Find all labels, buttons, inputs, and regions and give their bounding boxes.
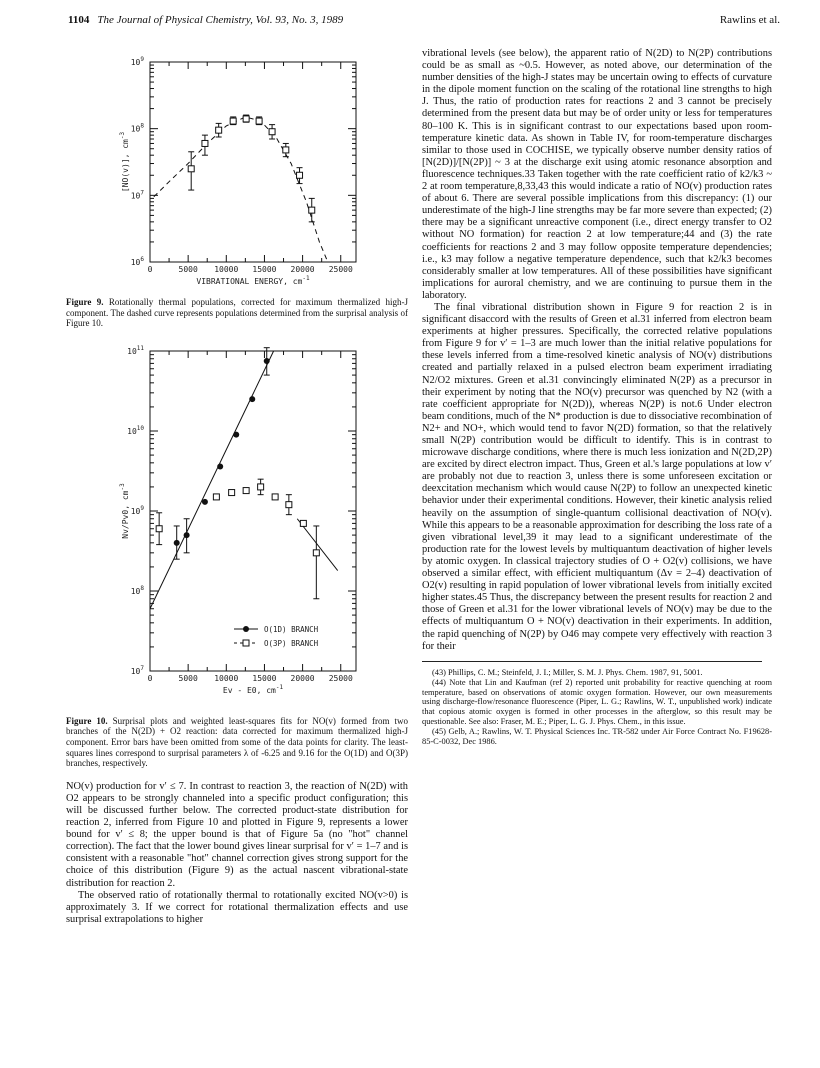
right-paragraph-1: vibrational levels (see below), the apparent ratio of N(2D) to N(2P) contributions could be as small as ~0.5. However, as noted above, our determination of the number densities of the high-J states may be uncertain owing to effects of curvature in the dipole moment function on the scaling of the rotational line strengths to high J. Thus, the ratio of production rates for reactions 2 and 3 cannot be precisely determined from the present data but may be of order unity or less for temperatures 80–100 K. This is in significant contrast to our expectations based upon room-temperature kinetic data. As shown in Table IV, for room-temperature discharges similar to those used in COCHISE, we typically observe number density ratios of [N(2D)]/[N(2P)] ~ 3 at the discharge exit using atomic resonance absorption and fluorescence techniques.33 Taken together with the rate coefficient ratio of k2/k3 ~ 2 at room temperature,8,33,43 this would indicate a ratio of NO(v) production rates of about 6. There are several possible implications from this discrepancy: (1) our underestimate of the high-J line strengths may be far more severe than expected; (2) there may be a significant unreactive component (i.e., direct energy transfer to O2 without NO formation) for reaction 2 at low temperature;44 and (3) the rate coefficients for reactions 2 and 3 may follow opposite temperature dependencies; i.e., k3 may follow a negative temperature dependence, such that k2/k3 becomes considerably smaller at low temperatures. All of these possibilities have significant implications for auroral chemistry, and we are continuing to pursue them in the laboratory. bbox=[422, 48, 772, 301]
data-point-open-square bbox=[213, 494, 219, 500]
data-point-open-square bbox=[286, 501, 292, 507]
x-tick-label: 10000 bbox=[214, 265, 239, 274]
reference-44: (44) Note that Lin and Kaufman (ref 2) reported unit probability for reactive quenching at room temperature, based on observations of atomic oxygen formation. However, our own measurements using discharge-flow/resonance fluorescence (Piper, L. G.; Rawlins, W. T., unpublished work) indicate that copious atomic oxygen is formed in other processes in the afterglow, so this result may be questionable. See also: Fraser, M. E.; Piper, L. G. J. Phys. Chem., in this issue. bbox=[422, 678, 772, 726]
x-tick-label: 20000 bbox=[290, 673, 315, 683]
data-point-open-square bbox=[256, 118, 262, 124]
x-tick-label: 10000 bbox=[214, 673, 239, 683]
left-body-text bbox=[66, 781, 408, 926]
data-point-open-square bbox=[188, 166, 194, 172]
y-tick-label: $10^8$ bbox=[130, 122, 144, 134]
figure-9-chart bbox=[66, 40, 408, 290]
y-tick-label: $10^8$ bbox=[130, 584, 144, 596]
y-axis-label: Nv/Pv0, $cm^{-3}$ bbox=[119, 483, 130, 539]
figure-10-caption-text: Surprisal plots and weighted least-squares fits for NO(v) formed from two branches of the N(2D) + O2 reaction: data corrected for maximum thermalized high-J component. Error bars have been omitted from some of the data points for clarity. The least-squares lines correspond to surprisal parameters λ of -6.25 and 9.16 for the O(1D) and O(3P) branches, respectively. bbox=[66, 715, 408, 769]
data-point-open-square bbox=[156, 526, 162, 532]
x-tick-label: 0 bbox=[147, 265, 153, 274]
legend-label-o1d: O(1D) BRANCH bbox=[264, 624, 319, 634]
y-tick-label: $10^6$ bbox=[130, 256, 144, 267]
right-paragraph-2: The final vibrational distribution shown in Figure 9 for reaction 2 is in significant disaccord with the results of Green et al.31 inferred from electron beam experiments at higher pressures. Specifically, the corrected relative populations from Figure 9 for v′ = 1–3 are much lower than the initial relative populations for these levels inferred from a time-resolved kinetic analysis of NO(v) distributions created and partially relaxed in a pulsed electron beam experiment irradiating N2/O2 mixtures. Green et al.31 convincingly eliminated N(2P) as a precursor in their experiment by noting that the NO(v) precursor was quenched by N2 (with a rate coefficient appropriate for N(2D)), whereas N(2P) is not.6 Under electron beam conditions, much of the N* production is due to dissociative recombination of N2+ and NO+, which would tend to favor N(2D) formation, so that the relatively small N(2P) contribution would be difficult to identify. This is in contrast to microwave discharge conditions, where there is much less ionization and N(2D,2P) are excited by direct electron impact. Thus, Green et al.'s large populations at low v′ are probably not due to reaction 3, unless there is some unforeseen excitation or deexcitation mechanism which would cause N(2P) to follow an unexpected kinetic behavior under their experimental conditions. However, their kinetic analysis relied heavily on the assumption of single-quantum collisional deactivation of NO(v). While this appears to be a reasonable approximation for describing the loss rate of a given vibrational level,39 it may lead to a significant underestimate of the production rate for the lowest levels by multiquantum deactivation of higher levels by atomic oxygen. In classical trajectory studies of O + O2(v) collisions, we have observed a similar effect, with efficient multiquantum (Δv = 2–4) deactivation of O2(v) resulting in rapid population of lower vibrational levels from initially excited higher states.45 Thus, the discrepancy between the present results for reaction 2 and those of Green et al.31 for the lower vibrational levels of NO(v) may be due to the effects of multiquantum O + NO(v) deactivation in their experiments. In addition, the rapid quenching of N(2P) by O46 may compete very effectively with reaction 3 for their bbox=[422, 301, 772, 652]
x-tick-label: 0 bbox=[147, 673, 153, 683]
data-point-open-square bbox=[283, 147, 289, 153]
y-tick-label: $10^9$ bbox=[130, 56, 144, 67]
figure-9-caption-label: Figure 9. bbox=[66, 297, 104, 307]
data-point-filled-circle bbox=[249, 396, 255, 402]
y-tick-label: $10^{11}$ bbox=[127, 344, 144, 356]
x-tick-label: 25000 bbox=[328, 265, 353, 274]
reference-45: (45) Gelb, A.; Rawlins, W. T. Physical Sciences Inc. TR-582 under Air Force Contract No. F19628-85-C-0032, Dec 1986. bbox=[422, 727, 772, 746]
figure-9-caption bbox=[66, 297, 408, 329]
x-axis-label: VIBRATIONAL ENERGY, $cm^{-1}$ bbox=[196, 275, 310, 286]
data-point-open-square bbox=[216, 127, 222, 133]
left-paragraph-2: The observed ratio of rotationally thermal to rotationally excited NO(v>0) is approximately 3. If we correct for rotational thermalization effects and use surprisal extrapolations to higher bbox=[66, 889, 408, 925]
surprisal-dashed-curve bbox=[154, 117, 328, 262]
figure-10-caption-label: Figure 10. bbox=[66, 715, 108, 726]
figure-9-caption-text: Rotationally thermal populations, corrected for maximum thermalized high-J component. The dashed curve represents populations determined from the surprisal analysis of Figure 10. bbox=[66, 297, 408, 329]
x-tick-label: 20000 bbox=[290, 265, 315, 274]
x-tick-label: 5000 bbox=[178, 265, 198, 274]
y-axis-label: [NO(v)], $cm^{-3}$ bbox=[119, 131, 130, 193]
data-point-open-square bbox=[300, 520, 306, 526]
x-tick-label: 15000 bbox=[252, 673, 277, 683]
running-head-authors: Rawlins et al. bbox=[719, 14, 780, 26]
y-tick-label: $10^9$ bbox=[130, 504, 144, 516]
right-body-text bbox=[422, 48, 772, 653]
data-point-open-square bbox=[243, 487, 249, 493]
data-point-open-square bbox=[229, 489, 235, 495]
y-tick-label: $10^7$ bbox=[130, 189, 144, 201]
plot-frame bbox=[150, 62, 356, 262]
data-point-open-square bbox=[313, 550, 319, 556]
header-left bbox=[68, 14, 343, 26]
x-axis-label: Ev - E0, $cm^{-1}$ bbox=[222, 683, 284, 695]
data-point-filled-circle bbox=[264, 358, 270, 364]
data-point-filled-circle bbox=[217, 463, 223, 469]
data-point-open-square bbox=[272, 494, 278, 500]
page-number: 1104 bbox=[68, 14, 90, 26]
data-point-open-square bbox=[258, 484, 264, 490]
page-header bbox=[68, 14, 780, 30]
data-point-open-square bbox=[297, 172, 303, 178]
legend-marker-o1d bbox=[243, 626, 249, 632]
references-divider bbox=[422, 661, 762, 662]
data-point-filled-circle bbox=[184, 532, 190, 538]
data-point-open-square bbox=[230, 118, 236, 124]
left-column bbox=[66, 40, 408, 926]
legend-label-o3p: O(3P) BRANCH bbox=[264, 638, 319, 648]
data-point-filled-circle bbox=[202, 499, 208, 505]
data-point-open-square bbox=[309, 207, 315, 213]
data-point-open-square bbox=[202, 140, 208, 146]
legend-marker-o3p bbox=[243, 640, 249, 646]
x-tick-label: 25000 bbox=[328, 673, 353, 683]
y-tick-label: $10^7$ bbox=[130, 664, 144, 676]
data-point-filled-circle bbox=[174, 540, 180, 546]
data-point-open-square bbox=[269, 129, 275, 135]
o1d-fit-line bbox=[150, 351, 274, 609]
x-tick-label: 5000 bbox=[178, 673, 198, 683]
y-tick-label: $10^{10}$ bbox=[127, 424, 144, 436]
right-column bbox=[422, 48, 772, 747]
journal-citation: The Journal of Physical Chemistry, Vol. 93, No. 3, 1989 bbox=[97, 14, 344, 26]
reference-43: (43) Phillips, C. M.; Steinfeld, J. I.; Miller, S. M. J. Phys. Chem. 1987, 91, 5001. bbox=[432, 667, 703, 677]
left-paragraph-1: NO(v) production for v′ ≤ 7. In contrast to reaction 3, the reaction of N(2D) with O2 appears to be strongly channeled into a specific product configuration; this will be discussed further below. The corrected product-state distribution for reaction 2, inferred from Figure 10 and plotted in Figure 9, represents a lower bound for v′ ≤ 8; the upper bound is that of Figure 5a (no "hot" channel correction). The fact that the lower bound gives linear surprisal for v′ = 1–7 and is consistent with a reasonable "hot" channel correction gives strong support for the choice of this distribution (Figure 9) as the actual nascent vibrational-state distribution for reaction 2. bbox=[66, 780, 408, 889]
references bbox=[422, 668, 772, 747]
data-point-open-square bbox=[243, 116, 249, 122]
figure-10-caption bbox=[66, 716, 408, 769]
data-point-filled-circle bbox=[233, 431, 239, 437]
figure-10-chart bbox=[66, 331, 408, 711]
x-tick-label: 15000 bbox=[252, 265, 277, 274]
